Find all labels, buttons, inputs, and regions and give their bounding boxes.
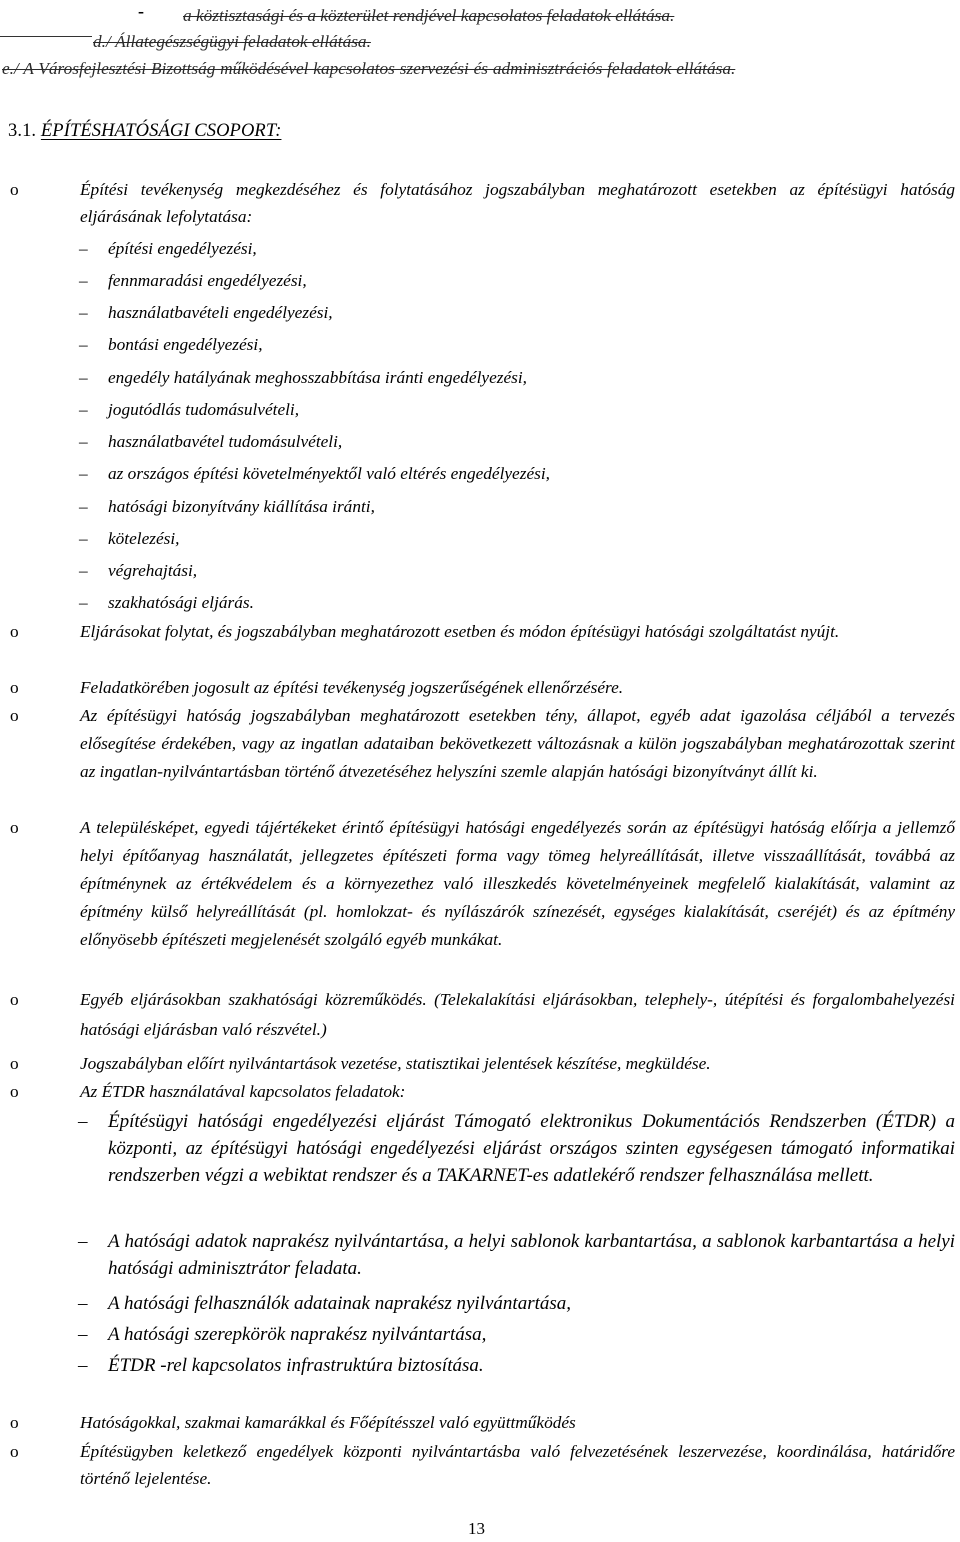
list-item	[10, 1438, 955, 1492]
dash-marker: –	[79, 561, 88, 580]
sub-item-text: építési engedélyezési,	[108, 239, 257, 258]
bullet-marker: o	[10, 1413, 19, 1432]
list-item	[10, 1409, 955, 1436]
item-text: Eljárásokat folytat, és jogszabályban meghatározott esetben és módon építésügyi hatósági szolgáltatást nyújt.	[80, 622, 840, 641]
etdr-sub-item	[78, 1228, 955, 1282]
item-text: Építésügyben keletkező engedélyek központi nyilvántartásba való felvezetésének leszervezése, koordinálása, határidőre történő lejelentése.	[80, 1442, 955, 1488]
item-text: Feladatkörében jogosult az építési tevékenység jogszerűségének ellenőrzésére.	[80, 678, 624, 697]
sub-item	[79, 235, 955, 262]
sub-item	[79, 331, 955, 358]
list-item	[10, 985, 955, 1045]
sub-item-text: szakhatósági eljárás.	[108, 593, 254, 612]
sub-item-text: engedély hatályának meghosszabbítása iránti engedélyezési,	[108, 368, 527, 387]
item-text: Jogszabályban előírt nyilvántartások vezetése, statisztikai jelentések készítése, megküldése.	[80, 1054, 711, 1073]
bullet-marker: o	[10, 706, 19, 725]
bullet-marker: o	[10, 622, 19, 641]
etdr-sub-item	[78, 1321, 955, 1348]
bullet-marker: o	[10, 678, 19, 697]
sub-item-text: A hatósági adatok naprakész nyilvántartása, a helyi sablonok karbantartása, a sablonok karbantartása a helyi hatósági adminisztrátor feladata.	[108, 1231, 955, 1279]
bullet-marker: o	[10, 818, 19, 837]
list-item	[10, 674, 955, 701]
sub-item-text: Építésügyi hatósági engedélyezési eljárást Támogató elektronikus Dokumentációs Rendszerben (ÉTDR) a központi, az építésügyi hatósági engedélyezési eljárást országos szinten egységesen támogató informatikai rendszerben végzi a webiktat rendszer és a TAKARNET-es adatlekérő rendszer felhasználása mellett.	[108, 1111, 955, 1186]
sub-item-text: kötelezési,	[108, 529, 180, 548]
list-item	[10, 814, 955, 954]
sub-item-text: ÉTDR -rel kapcsolatos infrastruktúra biztosítása.	[108, 1355, 484, 1376]
item-text: Hatóságokkal, szakmai kamarákkal és Főépítésszel való együttműködés	[80, 1413, 576, 1432]
sub-item-text: az országos építési követelményektől való eltérés engedélyezési,	[108, 464, 550, 483]
struck-line-3: e./ A Városfejlesztési Bizottság működésével kapcsolatos szervezési és adminisztrációs feladatok ellátása.	[2, 59, 736, 78]
dash-marker: –	[78, 1355, 88, 1376]
leading-dash: -	[138, 1, 144, 21]
strike-lead-rule	[0, 36, 92, 37]
sub-item	[79, 267, 955, 294]
bullet-marker: o	[10, 1082, 19, 1101]
dash-marker: –	[79, 271, 88, 290]
dash-marker: –	[78, 1324, 88, 1345]
dash-marker: –	[79, 593, 88, 612]
sub-item	[79, 428, 955, 455]
etdr-sub-item	[78, 1108, 955, 1189]
sub-item-text: jogutódlás tudomásulvételi,	[108, 400, 300, 419]
section-heading	[8, 118, 281, 145]
sub-item	[79, 557, 955, 584]
dash-marker: –	[79, 239, 88, 258]
sub-item	[79, 589, 955, 616]
dash-marker: –	[79, 335, 88, 354]
struck-line-1: a köztisztasági és a közterület rendjével kapcsolatos feladatok ellátása.	[183, 6, 675, 25]
list-item	[10, 618, 955, 645]
sub-item	[79, 493, 955, 520]
sub-item	[79, 396, 955, 423]
bullet-marker: o	[10, 990, 19, 1009]
sub-item-text: bontási engedélyezési,	[108, 335, 263, 354]
sub-item	[79, 525, 955, 552]
dash-marker: –	[78, 1111, 88, 1132]
sub-item-text: A hatósági szerepkörök naprakész nyilvántartása,	[108, 1324, 487, 1345]
sub-item	[79, 460, 955, 487]
sub-item	[79, 299, 955, 326]
sub-item	[79, 364, 955, 391]
dash-marker: –	[79, 529, 88, 548]
dash-marker: –	[79, 400, 88, 419]
struck-line-2: d./ Állategészségügyi feladatok ellátása.	[93, 32, 371, 51]
sub-item-text: fennmaradási engedélyezési,	[108, 271, 307, 290]
dash-marker: –	[79, 368, 88, 387]
item-text: Építési tevékenység megkezdéséhez és folytatásához jogszabályban meghatározott esetekben az építésügyi hatóság eljárásának lefolytatása:	[80, 180, 955, 226]
sub-item-text: hatósági bizonyítvány kiállítása iránti,	[108, 497, 375, 516]
page-number: 13	[468, 1519, 485, 1538]
sub-item-text: végrehajtási,	[108, 561, 198, 580]
bullet-marker: o	[10, 1442, 19, 1461]
dash-marker: –	[78, 1231, 88, 1252]
etdr-sub-item	[78, 1352, 955, 1379]
bullet-marker: o	[10, 1054, 19, 1073]
item-text: Egyéb eljárásokban szakhatósági közreműködés. (Telekalakítási eljárásokban, telephely-, útépítési és forgalombahelyezési hatósági eljárásban való részvétel.)	[80, 990, 955, 1039]
dash-marker: –	[79, 464, 88, 483]
sub-item-text: A hatósági felhasználók adatainak naprakész nyilvántartása,	[108, 1293, 572, 1314]
item-text: A településképet, egyedi tájértékeket érintő építésügyi hatósági engedélyezés során az építésügyi hatóság előírja a jellemző helyi építőanyag használatát, jellegzetes építészeti forma vagy tömeg helyreállítását, illetve visszaállítását, továbbá az építménynek az értékvédelem és a környezethez való illeszkedés követelményeinek megfelelő kialakítását, valamint az építmény külső helyreállítását (pl. homlokzat- és nyílászárók színezését, egységes kialakítását, cseréjét) és az építmény előnyösebb építészeti megjelenését szolgáló egyéb munkákat.	[80, 818, 955, 949]
section-title: ÉPÍTÉSHATÓSÁGI CSOPORT:	[40, 121, 282, 141]
sub-item-text: használatbavételi engedélyezési,	[108, 303, 333, 322]
item-text: Az építésügyi hatóság jogszabályban meghatározott esetekben tény, állapot, egyéb adat igazolása céljából a tervezés elősegítése érdekében, vagy az ingatlan adataiban bekövetkezett változásnak a külön jogszabályban meghatározottak szerint az ingatlan-nyilvántartásban történő átvezetéséhez helyszíni szemle alapján hatósági bizonyítványt állít ki.	[80, 706, 955, 781]
list-item	[10, 176, 955, 230]
sub-item-text: használatbavétel tudomásulvételi,	[108, 432, 343, 451]
section-number: 3.1.	[8, 121, 37, 141]
etdr-sub-item	[78, 1290, 955, 1317]
list-item	[10, 702, 955, 786]
dash-marker: –	[78, 1293, 88, 1314]
dash-marker: –	[79, 303, 88, 322]
list-item	[10, 1078, 955, 1105]
item-text: Az ÉTDR használatával kapcsolatos feladatok:	[80, 1082, 406, 1101]
bullet-marker: o	[10, 180, 19, 199]
dash-marker: –	[79, 432, 88, 451]
list-item	[10, 1050, 955, 1077]
dash-marker: –	[79, 497, 88, 516]
